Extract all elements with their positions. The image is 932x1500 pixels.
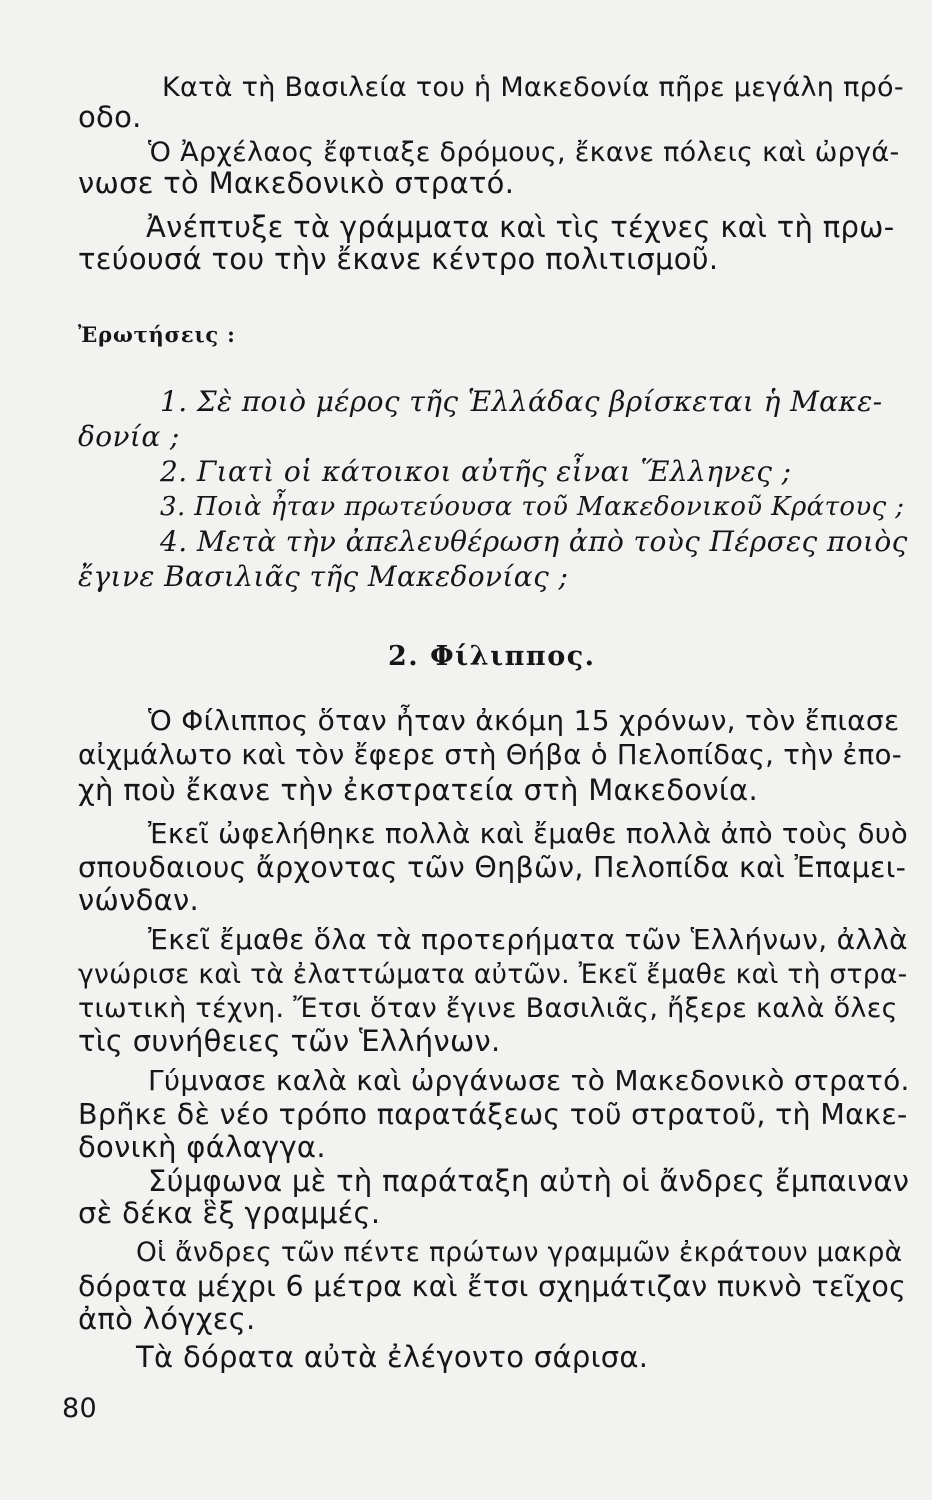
body-line: γνώρισε καὶ τὰ ἐλαττώματα αὐτῶν. Ἐκεῖ ἔμαθε καὶ τὴ στρα- — [78, 959, 908, 990]
questions-heading: Ἐρωτήσεις : — [78, 322, 236, 347]
body-line: σὲ δέκα ἓξ γραμμές. — [78, 1196, 381, 1230]
body-line: Βρῆκε δὲ νέο τρόπο παρατάξεως τοῦ στρατοῦ, τὴ Μακε- — [78, 1098, 908, 1131]
body-line: Γύμνασε καλὰ καὶ ὠργάνωσε τὸ Μακεδονικὸ στρατό. — [148, 1064, 910, 1097]
body-line: Ἐκεῖ ἔμαθε ὅλα τὰ προτερήματα τῶν Ἑλλήνων, ἀλλὰ — [148, 923, 908, 956]
question-line: 3. Ποιὰ ἦταν πρωτεύουσα τοῦ Μακεδονικοῦ Κράτους ; — [160, 492, 905, 522]
body-line: Σύμφωνα μὲ τὴ παράταξη αὐτὴ οἱ ἄνδρες ἔμπαιναν — [148, 1164, 910, 1198]
body-line: Ὁ Φίλιππος ὅταν ἦταν ἀκόμη 15 χρόνων, τὸν ἔπιασε — [148, 704, 900, 737]
intro-line: Κατὰ τὴ Βασιλεία του ἡ Μακεδονία πῆρε μεγάλη πρό- — [162, 72, 904, 103]
question-line: δονία ; — [78, 420, 180, 453]
body-line: Οἱ ἄνδρες τῶν πέντε πρώτων γραμμῶν ἐκράτουν μακρὰ — [136, 1237, 903, 1268]
body-line: Τὰ δόρατα αὐτὰ ἐλέγοντο σάρισα. — [136, 1340, 649, 1374]
intro-line: νωσε τὸ Μακεδονικὸ στρατό. — [78, 166, 515, 200]
intro-line: τεύουσά του τὴν ἔκανε κέντρο πολιτισμοῦ. — [78, 242, 719, 276]
question-line: 2. Γιατὶ οἱ κάτοικοι αὐτῆς εἶναι Ἕλληνες ; — [160, 455, 792, 488]
body-line: τιωτικὴ τέχνη. Ἔτσι ὅταν ἔγινε Βασιλιᾶς, ἤξερε καλὰ ὅλες — [78, 993, 898, 1024]
section-title: 2. Φίλιππος. — [388, 641, 596, 672]
page-number: 80 — [62, 1393, 97, 1424]
intro-line: οδο. — [78, 100, 142, 134]
body-line: αἰχμάλωτο καὶ τὸν ἔφερε στὴ Θήβα ὁ Πελοπίδας, τὴν ἐπο- — [78, 739, 902, 771]
body-line: τὶς συνήθειες τῶν Ἑλλήνων. — [78, 1024, 501, 1058]
question-line: 4. Μετὰ τὴν ἀπελευθέρωση ἀπὸ τοὺς Πέρσες ποιὸς — [160, 525, 908, 558]
body-line: σπουδαιους ἄρχοντας τῶν Θηβῶν, Πελοπίδα καὶ Ἐπαμει- — [78, 851, 907, 884]
body-line: ἀπὸ λόγχες. — [78, 1302, 256, 1336]
body-line: νώνδαν. — [78, 883, 200, 917]
body-line: δόρατα μέχρι 6 μέτρα καὶ ἔτσι σχημάτιζαν πυκνὸ τεῖχος — [78, 1270, 907, 1303]
question-line: ἔγινε Βασιλιᾶς τῆς Μακεδονίας ; — [78, 560, 569, 593]
intro-line: Ὁ Ἀρχέλαος ἔφτιαξε δρόμους, ἔκανε πόλεις καὶ ὠργά- — [148, 137, 900, 168]
question-line: 1. Σὲ ποιὸ μέρος τῆς Ἑλλάδας βρίσκεται ἡ Μακε- — [160, 385, 883, 418]
intro-line: Ἀνέπτυξε τὰ γράμματα καὶ τὶς τέχνες καὶ τὴ πρω- — [146, 210, 895, 244]
body-line: Ἐκεῖ ὠφελήθηκε πολλὰ καὶ ἔμαθε πολλὰ ἀπὸ τοὺς δυὸ — [148, 818, 909, 850]
body-line: χὴ ποὺ ἔκανε τὴν ἐκστρατεία στὴ Μακεδονία. — [78, 773, 758, 807]
body-line: δονικὴ φάλαγγα. — [78, 1130, 326, 1164]
